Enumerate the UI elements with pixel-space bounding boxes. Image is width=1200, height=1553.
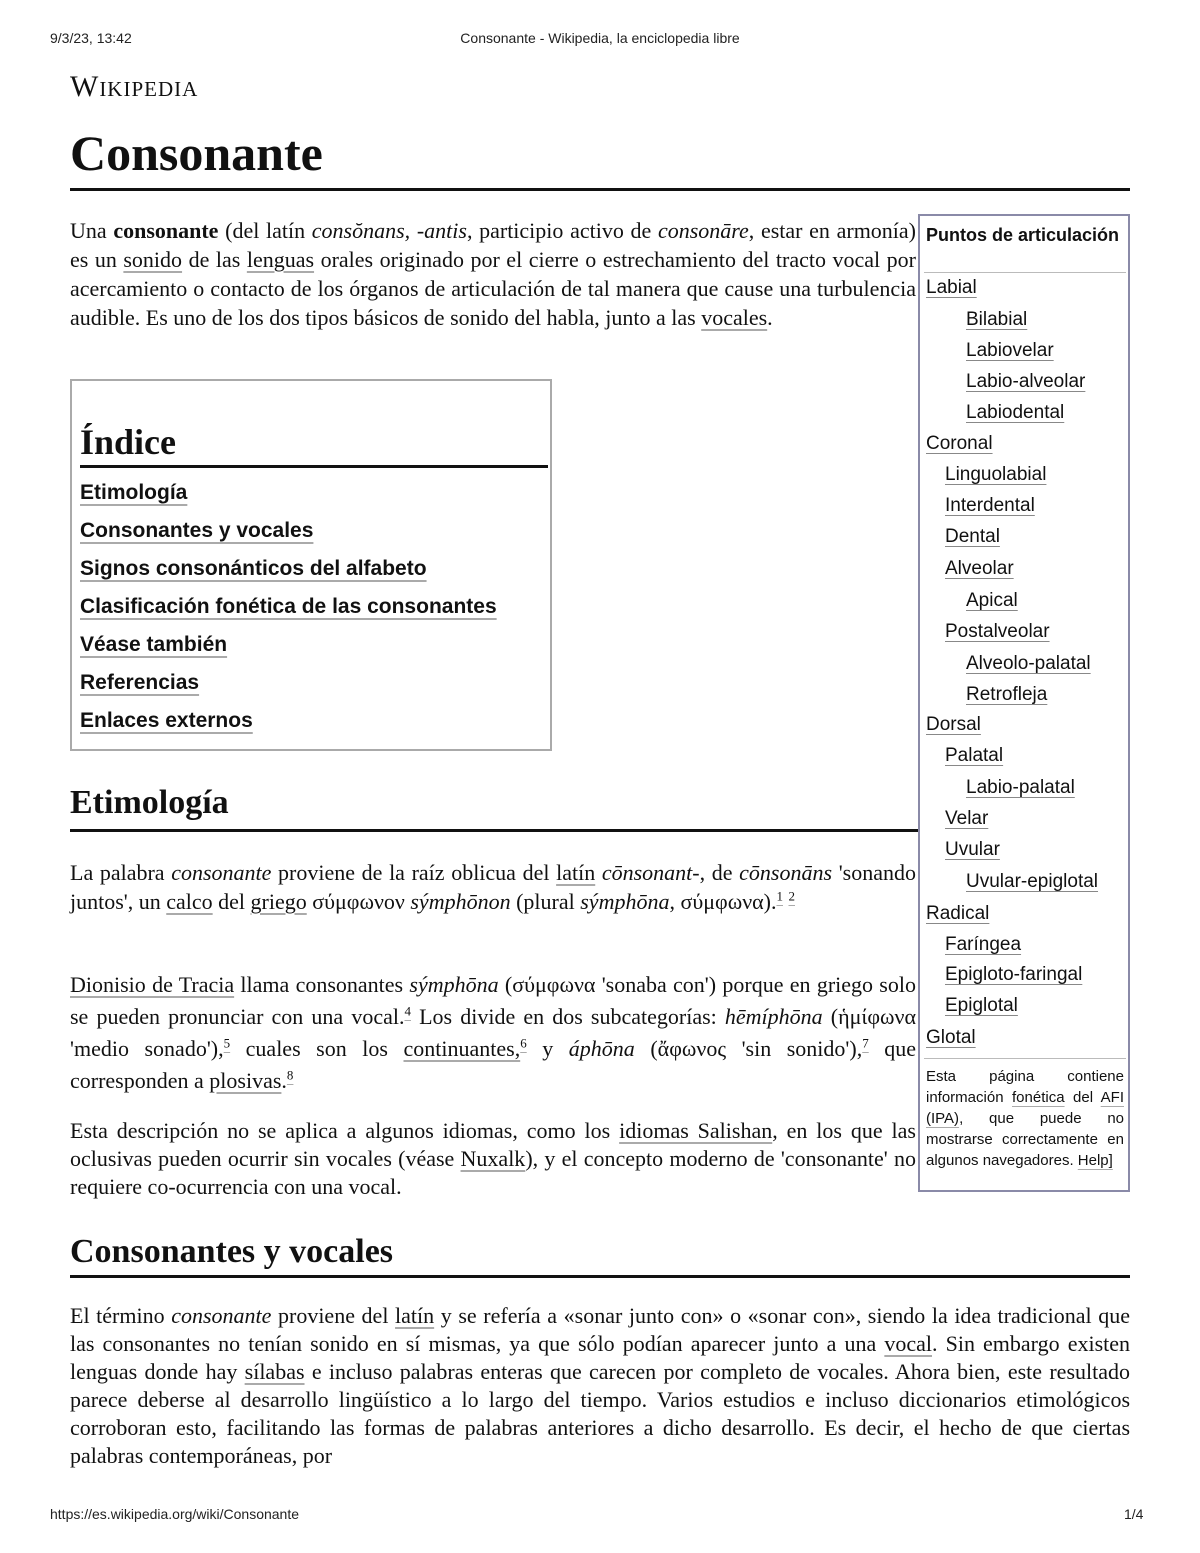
sidebar-item-labiodental[interactable]: Labiodental (966, 402, 1065, 423)
link-nuxalk[interactable]: Nuxalk (460, 1146, 526, 1171)
toc-rule (80, 465, 548, 468)
reference-7[interactable]: 7 (862, 1035, 869, 1051)
sidebar-item-labiovelar[interactable]: Labiovelar (966, 340, 1054, 361)
reference-4[interactable]: 4 (404, 1003, 411, 1019)
sidebar-note: Esta página contiene información fonética del AFI (IPA), que puede no mostrarse correctamente en algunos navegadores. Help] (926, 1068, 1124, 1169)
link-latin[interactable]: latín (556, 860, 596, 885)
sidebar-item-radical[interactable]: Radical (926, 903, 990, 924)
table-of-contents (70, 379, 552, 751)
sidebar-item-epiglotal[interactable]: Epiglotal (945, 995, 1018, 1016)
print-doc-title: Consonante - Wikipedia, la enciclopedia libre (460, 30, 740, 46)
etymology-paragraph-2: Dionisio de Tracia llama consonantes sýmphōna (σύμφωνα 'sonaba con') porque en griego solo se pueden pronunciar con una vocal.$^4$ Los divide en dos subcategorías: hēmíphōna (ἡμίφωνα 'medio sonado'),$^5$ cuales son los continuantes,$^6$ y áphōna (ἄφωνος 'sin sonido'),$^7$ que corresponden a plosivas.$^8$ (70, 972, 917, 1093)
sidebar-item-labio-palatal[interactable]: Labio-palatal (966, 777, 1075, 798)
toc-item-signos[interactable]: Signos consonánticos del alfabeto (80, 557, 427, 580)
reference-1[interactable]: 1 (776, 888, 783, 904)
toc-item-vease-tambien[interactable]: Véase también (80, 633, 228, 656)
link-griego[interactable]: griego (250, 889, 307, 914)
cv-paragraph-1: El término consonante proviene del latín y se refería a «sonar junto con» o «sonar con», siendo la idea tradicional que las consonantes no tenían sonido en sí mismas, ya que sólo podían aparecer junto a una vocal. Sin embargo existen lenguas donde hay sílabas e incluso palabras enteras que carecen por completo de vocales. Ahora bien, este resultado parece deberse al desarrollo lingüístico a lo largo del tiempo. Varios estudios e incluso diccionarios etimológicos corroboran esto, facilitando las formas de palabras anteriores a dicho desarrollo. Es decir, el hecho de que ciertas palabras contemporáneas, por (70, 1303, 1131, 1468)
sidebar-item-alveolo-palatal[interactable]: Alveolo-palatal (966, 653, 1091, 674)
sidebar-item-palatal[interactable]: Palatal (945, 745, 1004, 766)
sidebar-item-epigloto-faringal[interactable]: Epigloto-faringal (945, 964, 1083, 985)
link-fonetica[interactable]: fonética (1012, 1089, 1065, 1106)
sidebar-title: Puntos de articulación (926, 225, 1120, 245)
reference-5[interactable]: 5 (223, 1035, 231, 1051)
section-rule (70, 829, 918, 832)
link-dionisio-de-tracia[interactable]: Dionisio de Tracia (70, 972, 235, 997)
title-rule (70, 188, 1130, 191)
link-vocales[interactable]: vocales (701, 305, 768, 330)
sidebar-item-labial[interactable]: Labial (926, 277, 977, 298)
link-latin-2[interactable]: latín (395, 1303, 435, 1328)
toc-item-enlaces-externos[interactable]: Enlaces externos (80, 709, 253, 732)
sidebar-item-glotal[interactable]: Glotal (926, 1027, 976, 1048)
sidebar-item-velar[interactable]: Velar (945, 808, 989, 829)
link-plosivas[interactable]: plosivas (209, 1068, 282, 1093)
sidebar-item-uvular-epiglotal[interactable]: Uvular-epiglotal (966, 871, 1099, 892)
section-rule (70, 1275, 1130, 1278)
reference-8[interactable]: 8 (286, 1067, 294, 1083)
link-sonido[interactable]: sonido (123, 247, 183, 272)
sidebar-item-retrofleja[interactable]: Retrofleja (966, 684, 1048, 705)
intro-paragraph: Una consonante (del latín consŏnans, -antis, participio activo de consonāre, estar en armonía) es un sonido de las lenguas orales originado por el cierre o estrechamiento del tracto vocal por acercamiento o contacto de los órganos de articulación de tal manera que cause una turbulencia audible. Es uno de los dos tipos básicos de sonido del habla, junto a las vocales. (70, 218, 917, 330)
reference-6[interactable]: 6 (520, 1035, 527, 1051)
sidebar-item-interdental[interactable]: Interdental (945, 495, 1035, 516)
sidebar-item-coronal[interactable]: Coronal (926, 433, 993, 454)
section-heading-consonantes-y-vocales: Consonantes y vocales (70, 1233, 394, 1270)
sidebar-item-faringea[interactable]: Faríngea (945, 934, 1022, 955)
sidebar-item-apical[interactable]: Apical (966, 590, 1018, 611)
toc-heading: Índice (80, 422, 177, 462)
link-continuantes[interactable]: continuantes, (403, 1036, 521, 1061)
link-vocal[interactable]: vocal (884, 1331, 932, 1356)
section-heading-etimologia: Etimología (70, 784, 229, 821)
reference-2[interactable]: 2 (788, 888, 795, 904)
link-silabas[interactable]: sílabas (244, 1359, 305, 1384)
etymology-paragraph-1: La palabra consonante proviene de la raíz oblicua del latín cōnsonant-, de cōnsonāns 'sonando juntos', un calco del griego σύμφωνον sýmphōnon (plural sýmphōna, σύμφωνα).$^1$ $^2$ (70, 860, 916, 914)
sidebar-item-postalveolar[interactable]: Postalveolar (945, 621, 1050, 642)
print-url: https://es.wikipedia.org/wiki/Consonante (50, 1506, 300, 1522)
sidebar-item-alveolar[interactable]: Alveolar (945, 558, 1014, 579)
etymology-paragraph-3: Esta descripción no se aplica a algunos idiomas, como los idiomas Salishan, en los que las oclusivas pueden ocurrir sin vocales (véase Nuxalk), y el concepto moderno de 'consonante' no requiere co-ocurrencia con una vocal. (70, 1118, 916, 1199)
toc-item-clasificacion[interactable]: Clasificación fonética de las consonantes (80, 595, 497, 618)
sidebar-separator (924, 1058, 1126, 1059)
sidebar-item-uvular[interactable]: Uvular (945, 839, 1000, 860)
sidebar-item-labio-alveolar[interactable]: Labio-alveolar (966, 371, 1086, 392)
toc-item-consonantes-y-vocales[interactable]: Consonantes y vocales (80, 519, 314, 542)
page-title: Consonante (70, 125, 323, 181)
link-calco[interactable]: calco (166, 889, 213, 914)
link-idiomas-salishan[interactable]: idiomas Salishan (619, 1118, 773, 1143)
print-page-number: 1/4 (1124, 1506, 1144, 1522)
sidebar-item-bilabial[interactable]: Bilabial (966, 309, 1028, 330)
link-help[interactable]: Help] (1077, 1152, 1113, 1169)
articulation-sidebar (918, 214, 1130, 1192)
sidebar-item-dental[interactable]: Dental (945, 526, 1000, 547)
sidebar-item-dorsal[interactable]: Dorsal (926, 714, 981, 735)
sidebar-item-linguolabial[interactable]: Linguolabial (945, 464, 1047, 485)
wikipedia-logo[interactable]: Wikipedia (70, 70, 199, 103)
print-date: 9/3/23, 13:42 (50, 30, 132, 46)
toc-item-etimologia[interactable]: Etimología (80, 481, 188, 504)
link-lenguas[interactable]: lenguas (246, 247, 315, 272)
link-afi-ipa[interactable]: AFI (IPA) (926, 1089, 1124, 1127)
sidebar-separator (924, 272, 1126, 273)
toc-item-referencias[interactable]: Referencias (80, 671, 200, 694)
